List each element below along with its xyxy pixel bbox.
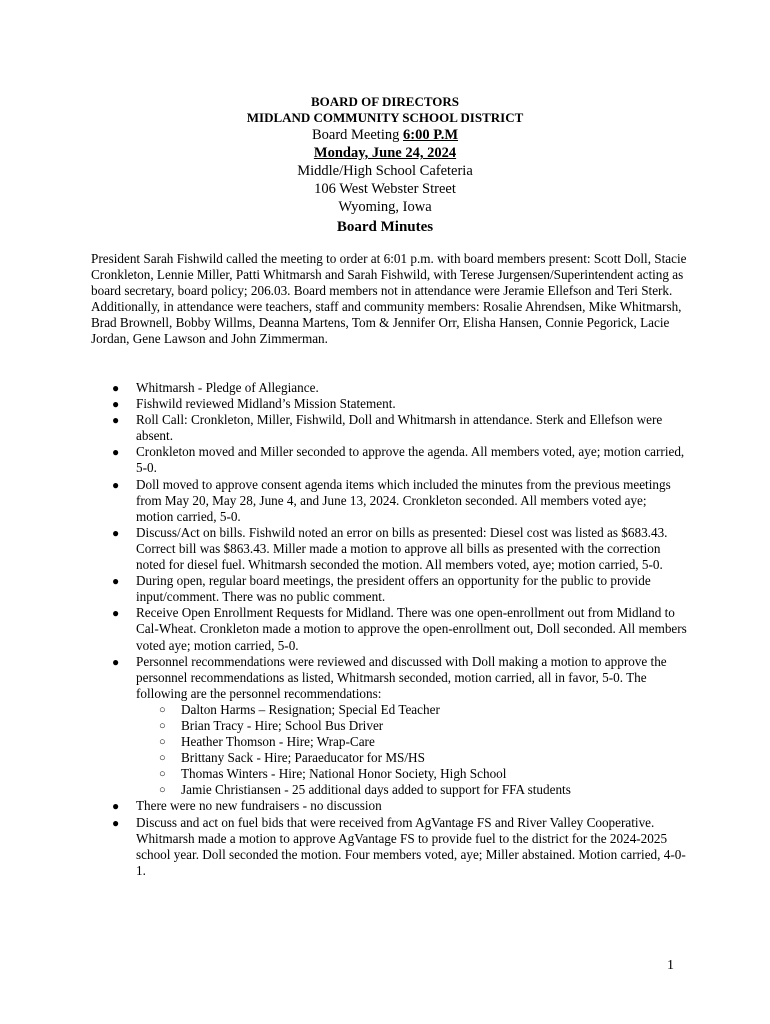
district-heading: MIDLAND COMMUNITY SCHOOL DISTRICT bbox=[246, 110, 524, 125]
bullet-icon: ● bbox=[112, 413, 120, 428]
personnel-item bbox=[136, 718, 687, 734]
personnel-item bbox=[136, 734, 687, 750]
list-item bbox=[91, 380, 687, 396]
bullet-icon: ● bbox=[112, 606, 120, 621]
personnel-item-text: Thomas Winters - Hire; National Honor Society, High School bbox=[181, 766, 507, 782]
minutes-list bbox=[91, 380, 687, 879]
personnel-item bbox=[136, 702, 687, 718]
list-item-text: There were no new fundraisers - no discussion bbox=[136, 798, 382, 814]
list-item bbox=[91, 798, 687, 814]
page-number: 1 bbox=[667, 958, 674, 973]
personnel-item bbox=[136, 766, 687, 782]
circle-bullet-icon: ○ bbox=[159, 784, 166, 797]
list-item bbox=[91, 396, 687, 412]
bullet-icon: ● bbox=[112, 445, 120, 460]
bullet-icon: ● bbox=[112, 525, 120, 540]
personnel-item-text: Brittany Sack - Hire; Paraeducator for MS/HS bbox=[181, 750, 425, 766]
list-item-text: Receive Open Enrollment Requests for Midland. There was one open-enrollment out from Midland to Cal-Wheat. Cronkleton made a motion to approve the open-enrollment out, Doll seconded. All members voted aye; motion carried, 5-0. bbox=[136, 605, 687, 653]
list-item bbox=[91, 477, 687, 525]
personnel-item bbox=[136, 782, 687, 798]
list-item bbox=[91, 815, 687, 879]
circle-bullet-icon: ○ bbox=[159, 703, 166, 716]
list-item-text: Fishwild reviewed Midland’s Mission Statement. bbox=[136, 396, 396, 412]
list-item bbox=[91, 605, 687, 653]
bullet-icon: ● bbox=[112, 574, 120, 589]
bullet-icon: ● bbox=[112, 654, 120, 669]
meeting-street: 106 West Webster Street bbox=[314, 181, 456, 197]
bullet-icon: ● bbox=[112, 477, 120, 492]
list-item-text: Discuss/Act on bills. Fishwild noted an error on bills as presented: Diesel cost was listed as $683.43. Correct bill was $863.43. Miller made a motion to approve all bills as presented with the correction noted for diesel fuel. Whitmarsh seconded the motion. All members voted, aye; motion carried, 5-0. bbox=[136, 524, 668, 573]
circle-bullet-icon: ○ bbox=[159, 768, 166, 781]
personnel-item-text: Heather Thomson - Hire; Wrap-Care bbox=[181, 734, 375, 750]
personnel-item-text: Jamie Christiansen - 25 additional days added to support for FFA students bbox=[181, 782, 571, 798]
meeting-line bbox=[0, 126, 770, 144]
list-item bbox=[91, 573, 687, 605]
personnel-list bbox=[136, 702, 687, 799]
list-item bbox=[91, 525, 687, 573]
list-item-text: Doll moved to approve consent agenda items which included the minutes from the previous meetings from May 20, May 28, June 4, and June 13, 2024. Cronkleton seconded. All members voted aye; motion carried, 5-0. bbox=[136, 476, 671, 524]
list-item bbox=[91, 654, 687, 799]
meeting-date: Monday, June 24, 2024 bbox=[313, 145, 457, 161]
list-item-text: During open, regular board meetings, the president offers an opportunity for the public to provide input/comment. There was no public comment. bbox=[136, 573, 651, 605]
list-item-text: Discuss and act on fuel bids that were received from AgVantage FS and River Valley Cooperative. Whitmarsh made a motion to approve AgVantage FS to provide fuel to the district for the 2024-2025 school year. Doll seconded the motion. Four members voted, aye; Miller abstained. Motion carried, 4-0-1. bbox=[136, 814, 686, 878]
board-heading: BOARD OF DIRECTORS bbox=[310, 94, 460, 109]
meeting-city: Wyoming, Iowa bbox=[338, 199, 432, 215]
list-item-text: Personnel recommendations were reviewed and discussed with Doll making a motion to approve the personnel recommendations as listed, Whitmarsh seconded, motion carried, all in favor, 5-0. The following are the personnel recommendations: bbox=[136, 653, 667, 701]
bullet-icon: ● bbox=[112, 815, 120, 830]
bullet-icon: ● bbox=[112, 799, 120, 814]
page-title: Board Minutes bbox=[336, 219, 434, 235]
personnel-item-text: Dalton Harms – Resignation; Special Ed Teacher bbox=[181, 701, 440, 717]
document-header bbox=[0, 94, 770, 237]
list-item-text: Whitmarsh - Pledge of Allegiance. bbox=[136, 380, 319, 395]
circle-bullet-icon: ○ bbox=[159, 752, 166, 765]
circle-bullet-icon: ○ bbox=[159, 719, 166, 732]
bullet-icon: ● bbox=[112, 397, 120, 412]
meeting-location: Middle/High School Cafeteria bbox=[297, 163, 473, 179]
meeting-prefix: Board Meeting bbox=[311, 127, 403, 143]
personnel-item-text: Brian Tracy - Hire; School Bus Driver bbox=[181, 717, 384, 733]
personnel-item bbox=[136, 750, 687, 766]
list-item-text: Cronkleton moved and Miller seconded to approve the agenda. All members voted, aye; motion carried, 5-0. bbox=[136, 444, 685, 476]
list-item-text: Roll Call: Cronkleton, Miller, Fishwild, Doll and Whitmarsh in attendance. Sterk and Ellefson were absent. bbox=[136, 412, 663, 444]
intro-paragraph: President Sarah Fishwild called the meeting to order at 6:01 p.m. with board members present: Scott Doll, Stacie Cronkleton, Lennie Miller, Patti Whitmarsh and Sarah Fishwild, with Terese Jurgensen/Superintendent acting as board secretary, board policy; 206.03. Board members not in attendance were Jeramie Ellefson and Teri Sterk. Additionally, in attendance were teachers, staff and community members: Rosalie Ahrendsen, Mike Whitmarsh, Brad Brownell, Bobby Willms, Deanna Martens, Tom & Jennifer Orr, Elisha Hansen, Connie Pegorick, Lacie Jordan, Gene Lawson and John Zimmerman. bbox=[91, 251, 687, 347]
meeting-time: 6:00 P.M bbox=[402, 127, 459, 143]
bullet-icon: ● bbox=[112, 381, 120, 395]
list-item bbox=[91, 412, 687, 444]
circle-bullet-icon: ○ bbox=[159, 736, 166, 749]
list-item bbox=[91, 444, 687, 476]
